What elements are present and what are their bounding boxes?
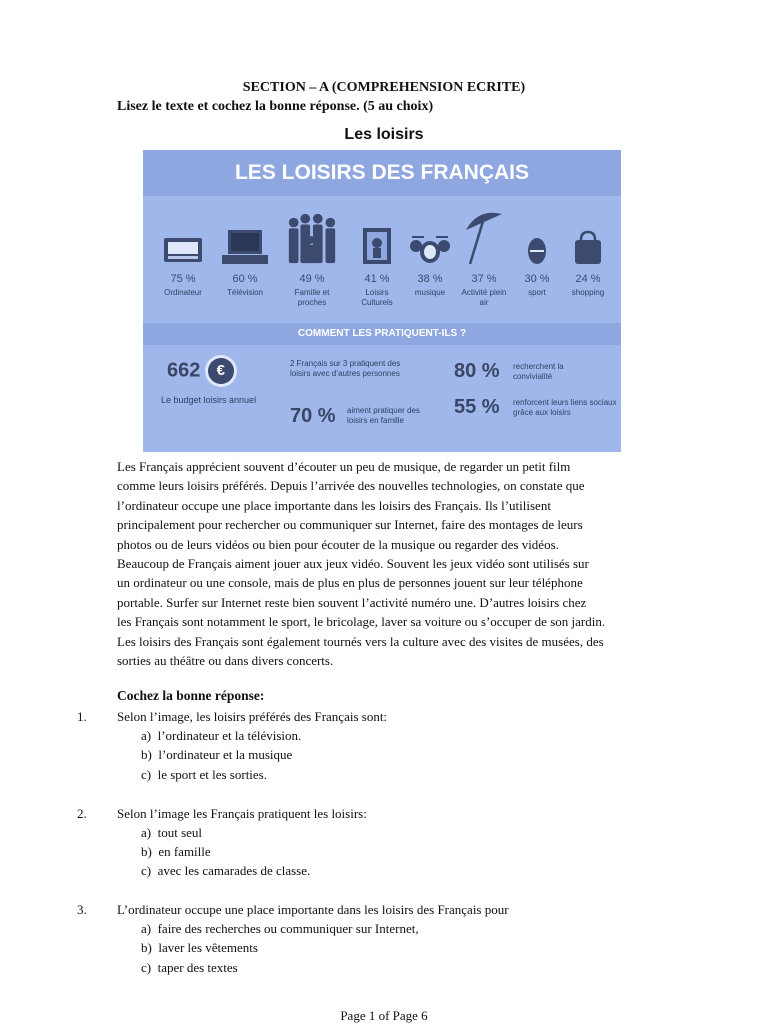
passage-line: principalement pour rechercher ou communiquer sur Internet, faire des montages de leurs: [117, 517, 583, 533]
stat-two-of-three: 2 Français sur 3 pratiquent des loisirs avec d’autres personnes: [290, 359, 401, 378]
category-shopping: 24 % shopping: [560, 208, 616, 298]
infographic-subtitle: COMMENT LES PRATIQUENT-ILS ?: [143, 323, 621, 345]
answer-option[interactable]: b) laver les vêtements: [141, 940, 258, 955]
passage-line: Les Français apprécient souvent d’écouter un peu de musique, de regarder un petit film: [117, 459, 571, 474]
image-title: Les loisirs: [344, 126, 424, 143]
bag-icon: [571, 230, 605, 266]
question-text: Selon l’image, les loisirs préférés des Français sont:: [117, 709, 388, 724]
infographic-banner: LES LOISIRS DES FRANÇAIS: [143, 150, 621, 196]
category-television: 60 % Télévision: [217, 208, 273, 298]
questions-heading: Cochez la bonne réponse:: [117, 688, 265, 703]
question-number: 3.: [77, 902, 87, 917]
answer-option[interactable]: c) taper des textes: [141, 960, 238, 975]
question-text: L’ordinateur occupe une place importante dans les loisirs des Français pour: [117, 902, 509, 917]
stat-70-label: aiment pratiquer des loisirs en famille: [347, 406, 420, 425]
answer-option[interactable]: a) faire des recherches ou communiquer sur Internet,: [141, 921, 419, 936]
stat-55-label: renforcent leurs liens sociaux grâce aux loisirs: [513, 398, 617, 417]
stat-80-value: 80 %: [454, 360, 500, 382]
answer-option[interactable]: b) en famille: [141, 844, 211, 859]
answer-option[interactable]: a) l’ordinateur et la télévision.: [141, 728, 302, 743]
stat-70-value: 70 %: [290, 405, 336, 427]
category-sport: 30 % sport: [509, 208, 565, 298]
budget-block: [167, 358, 234, 384]
passage-line: sorties au théâtre ou dans divers concerts.: [117, 653, 334, 669]
passage-line: Les loisirs des Français sont également tournés vers la culture avec des visites de musées, des: [117, 633, 604, 649]
answer-option[interactable]: c) le sport et les sorties.: [141, 767, 267, 782]
passage-line: les Français sont notamment le sport, le bricolage, laver sa voiture ou s’occuper de son jardin.: [117, 614, 606, 630]
family-icon: [284, 210, 340, 266]
laptop-icon: [161, 230, 205, 266]
painting-icon: [359, 226, 395, 266]
drums-icon: [409, 232, 451, 266]
question-number: 2.: [77, 806, 87, 821]
instruction: Lisez le texte et cochez la bonne réponse. (5 au choix): [117, 99, 434, 114]
infographic: [143, 150, 621, 452]
passage-line: comme leurs loisirs préférés. Depuis l’arrivée des nouvelles technologies, on constate que: [117, 478, 585, 494]
answer-option[interactable]: b) l’ordinateur et la musique: [141, 747, 293, 762]
passage-line: Beaucoup de Français aiment jouer aux jeux vidéo. Souvent les jeux vidéo sont utilisés sur: [117, 556, 589, 572]
question-text: Selon l’image les Français pratiquent les loisirs:: [117, 806, 367, 821]
stat-80-label: recherchent la convivialité: [513, 362, 564, 381]
passage-line: photos ou de leurs vidéos ou bien pour écouter de la musique ou regarder des vidéos.: [117, 536, 559, 552]
section-title: SECTION – A (COMPREHENSION ECRITE): [242, 80, 526, 95]
budget-label: Le budget loisirs annuel: [161, 395, 257, 405]
category-loisirs-culturels: 41 % Loisirs Culturels: [349, 208, 405, 308]
category-ordinateur: 75 % Ordinateur: [155, 208, 211, 298]
passage-line: portable. Surfer sur Internet reste bien souvent l’activité numéro une. D’autres loisirs chez: [117, 594, 587, 610]
reading-passage: [117, 457, 688, 670]
answer-option[interactable]: a) tout seul: [141, 825, 203, 840]
question-number: 1.: [77, 709, 87, 724]
umbrella-icon: [462, 208, 506, 266]
stat-55-value: 55 %: [454, 396, 500, 418]
answer-option[interactable]: c) avec les camarades de classe.: [141, 863, 311, 878]
category-famille: 49 % Famille et proches: [284, 208, 340, 308]
passage-line: l’ordinateur occupe une place importante dans les loisirs des Français. Ils l’utilisent: [117, 497, 551, 513]
tv-icon: [220, 226, 270, 266]
category-musique: 38 % musique: [402, 208, 458, 298]
category-plein-air: 37 % Activité plein air: [456, 208, 512, 308]
passage-line: un ordinateur ou une console, mais de plus en plus de personnes jouent sur leur téléphone: [117, 575, 583, 591]
budget-value: 662: [167, 359, 201, 382]
ball-icon: [525, 236, 549, 266]
euro-icon: €: [208, 358, 234, 384]
page-footer: Page 1 of Page 6: [340, 1008, 428, 1023]
